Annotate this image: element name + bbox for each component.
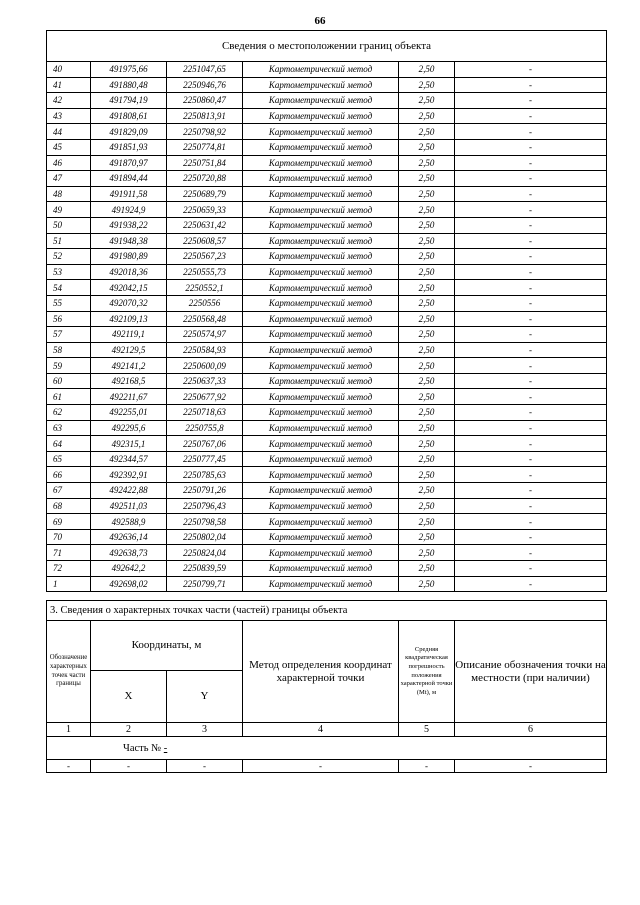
table-row (47, 139, 607, 155)
table-row (47, 420, 607, 436)
table-row (47, 529, 607, 545)
accuracy-cell: 2,50 (399, 311, 455, 327)
point-number: 62 (47, 405, 91, 421)
coord-x: 492042,15 (91, 280, 167, 296)
coord-y: 2250677,92 (167, 389, 243, 405)
point-number: 66 (47, 467, 91, 483)
table-row (47, 186, 607, 202)
coord-y: 2250839,59 (167, 561, 243, 577)
method-cell: Картометрический метод (243, 186, 399, 202)
coord-y: 2250552,1 (167, 280, 243, 296)
table-row (47, 373, 607, 389)
point-number: 67 (47, 483, 91, 499)
method-cell: Картометрический метод (243, 514, 399, 530)
table-row (47, 108, 607, 124)
method-cell: Картометрический метод (243, 498, 399, 514)
point-number: 63 (47, 420, 91, 436)
table-row (47, 217, 607, 233)
header-row-1 (47, 621, 607, 671)
table-row (47, 249, 607, 265)
method-cell: Картометрический метод (243, 327, 399, 343)
description-cell: - (455, 311, 607, 327)
table-row (47, 483, 607, 499)
column-number: 2 (91, 723, 167, 737)
point-number: 49 (47, 202, 91, 218)
accuracy-cell: 2,50 (399, 373, 455, 389)
accuracy-cell: 2,50 (399, 139, 455, 155)
empty-cell: - (167, 760, 243, 773)
description-cell: - (455, 483, 607, 499)
description-cell: - (455, 93, 607, 109)
coord-x: 492588,9 (91, 514, 167, 530)
method-cell: Картометрический метод (243, 373, 399, 389)
accuracy-cell: 2,50 (399, 264, 455, 280)
description-cell: - (455, 420, 607, 436)
table-row (47, 77, 607, 93)
description-cell: - (455, 373, 607, 389)
accuracy-cell: 2,50 (399, 405, 455, 421)
coord-x: 492119,1 (91, 327, 167, 343)
coord-x: 491870,97 (91, 155, 167, 171)
coord-y: 2250798,58 (167, 514, 243, 530)
coord-x: 492642,2 (91, 561, 167, 577)
method-cell: Картометрический метод (243, 311, 399, 327)
accuracy-cell: 2,50 (399, 171, 455, 187)
coord-y: 2250720,88 (167, 171, 243, 187)
part-row (47, 737, 607, 760)
coord-y: 2250584,93 (167, 342, 243, 358)
coord-y: 2250718,63 (167, 405, 243, 421)
point-number: 55 (47, 295, 91, 311)
coord-y: 2250813,91 (167, 108, 243, 124)
description-cell: - (455, 233, 607, 249)
header-coords: Координаты, м (91, 621, 243, 671)
accuracy-cell: 2,50 (399, 93, 455, 109)
coord-y: 2250767,06 (167, 436, 243, 452)
description-cell: - (455, 280, 607, 296)
description-cell: - (455, 498, 607, 514)
point-number: 72 (47, 561, 91, 577)
description-cell: - (455, 389, 607, 405)
accuracy-cell: 2,50 (399, 217, 455, 233)
table-row (47, 93, 607, 109)
boundary-points-table (46, 30, 607, 592)
point-number: 68 (47, 498, 91, 514)
table-row (47, 451, 607, 467)
accuracy-cell: 2,50 (399, 327, 455, 343)
empty-cell: - (91, 760, 167, 773)
coord-y: 2250796,43 (167, 498, 243, 514)
coord-x: 492636,14 (91, 529, 167, 545)
coord-x: 491808,61 (91, 108, 167, 124)
method-cell: Картометрический метод (243, 405, 399, 421)
accuracy-cell: 2,50 (399, 451, 455, 467)
method-cell: Картометрический метод (243, 202, 399, 218)
method-cell: Картометрический метод (243, 217, 399, 233)
method-cell: Картометрический метод (243, 62, 399, 78)
method-cell: Картометрический метод (243, 451, 399, 467)
coord-x: 492315,1 (91, 436, 167, 452)
description-cell: - (455, 139, 607, 155)
coord-x: 492511,03 (91, 498, 167, 514)
coord-y: 2251047,65 (167, 62, 243, 78)
coord-x: 492638,73 (91, 545, 167, 561)
coord-x: 491924,9 (91, 202, 167, 218)
point-number: 50 (47, 217, 91, 233)
accuracy-cell: 2,50 (399, 280, 455, 296)
point-number: 69 (47, 514, 91, 530)
coord-y: 2250755,8 (167, 420, 243, 436)
method-cell: Картометрический метод (243, 77, 399, 93)
table-row (47, 202, 607, 218)
accuracy-cell: 2,50 (399, 342, 455, 358)
point-number: 61 (47, 389, 91, 405)
accuracy-cell: 2,50 (399, 124, 455, 140)
method-cell: Картометрический метод (243, 420, 399, 436)
empty-cell: - (243, 760, 399, 773)
point-number: 41 (47, 77, 91, 93)
accuracy-cell: 2,50 (399, 467, 455, 483)
coord-x: 492422,88 (91, 483, 167, 499)
description-cell: - (455, 467, 607, 483)
coord-y: 2250799,71 (167, 576, 243, 592)
coord-y: 2250791,26 (167, 483, 243, 499)
method-cell: Картометрический метод (243, 280, 399, 296)
description-cell: - (455, 77, 607, 93)
coord-y: 2250574,97 (167, 327, 243, 343)
page-number: 66 (314, 15, 326, 27)
description-cell: - (455, 186, 607, 202)
description-cell: - (455, 545, 607, 561)
point-number: 53 (47, 264, 91, 280)
table-row (47, 467, 607, 483)
point-number: 51 (47, 233, 91, 249)
coord-y: 2250600,09 (167, 358, 243, 374)
description-cell: - (455, 62, 607, 78)
column-number: 1 (47, 723, 91, 737)
method-cell: Картометрический метод (243, 342, 399, 358)
table-row (47, 327, 607, 343)
coord-y: 2250568,48 (167, 311, 243, 327)
method-cell: Картометрический метод (243, 561, 399, 577)
accuracy-cell: 2,50 (399, 389, 455, 405)
coord-y: 2250608,57 (167, 233, 243, 249)
method-cell: Картометрический метод (243, 436, 399, 452)
coord-x: 492255,01 (91, 405, 167, 421)
column-number: 3 (167, 723, 243, 737)
point-number: 60 (47, 373, 91, 389)
method-cell: Картометрический метод (243, 483, 399, 499)
accuracy-cell: 2,50 (399, 561, 455, 577)
coord-x: 492344,57 (91, 451, 167, 467)
column-number: 5 (399, 723, 455, 737)
coord-x: 491880,48 (91, 77, 167, 93)
method-cell: Картометрический метод (243, 264, 399, 280)
method-cell: Картометрический метод (243, 93, 399, 109)
coord-x: 491975,66 (91, 62, 167, 78)
point-number: 57 (47, 327, 91, 343)
table-row (47, 124, 607, 140)
coord-y: 2250556 (167, 295, 243, 311)
coord-y: 2250659,33 (167, 202, 243, 218)
accuracy-cell: 2,50 (399, 420, 455, 436)
part-points-table (46, 600, 607, 773)
coord-y: 2250751,84 (167, 155, 243, 171)
point-number: 52 (47, 249, 91, 265)
coord-y: 2250555,73 (167, 264, 243, 280)
table-row (47, 295, 607, 311)
accuracy-cell: 2,50 (399, 529, 455, 545)
accuracy-cell: 2,50 (399, 233, 455, 249)
point-number: 65 (47, 451, 91, 467)
table-row (47, 576, 607, 592)
coord-x: 492070,32 (91, 295, 167, 311)
part-value: - (163, 742, 168, 754)
table-row (47, 358, 607, 374)
description-cell: - (455, 436, 607, 452)
description-cell: - (455, 124, 607, 140)
description-cell: - (455, 155, 607, 171)
point-number: 48 (47, 186, 91, 202)
coord-x: 492129,5 (91, 342, 167, 358)
table-row (47, 514, 607, 530)
table-row (47, 436, 607, 452)
method-cell: Картометрический метод (243, 233, 399, 249)
point-number: 59 (47, 358, 91, 374)
table-row (47, 545, 607, 561)
coord-y: 2250637,33 (167, 373, 243, 389)
table-row (47, 342, 607, 358)
coord-x: 491894,44 (91, 171, 167, 187)
coord-x: 491829,09 (91, 124, 167, 140)
accuracy-cell: 2,50 (399, 62, 455, 78)
point-number: 40 (47, 62, 91, 78)
coord-y: 2250785,63 (167, 467, 243, 483)
coord-x: 492392,91 (91, 467, 167, 483)
section3-title: 3. Сведения о характерных точках части (частей) границы объекта (47, 601, 607, 621)
method-cell: Картометрический метод (243, 358, 399, 374)
accuracy-cell: 2,50 (399, 436, 455, 452)
description-cell: - (455, 358, 607, 374)
header-method: Метод определения координат характерной точки (243, 621, 399, 723)
header-y: Y (167, 671, 243, 723)
accuracy-cell: 2,50 (399, 545, 455, 561)
accuracy-cell: 2,50 (399, 249, 455, 265)
part-label: Часть № (123, 742, 162, 754)
point-number: 70 (47, 529, 91, 545)
point-number: 1 (47, 576, 91, 592)
coord-x: 492109,13 (91, 311, 167, 327)
method-cell: Картометрический метод (243, 545, 399, 561)
description-cell: - (455, 202, 607, 218)
point-number: 42 (47, 93, 91, 109)
empty-cell: - (399, 760, 455, 773)
coord-x: 492698,02 (91, 576, 167, 592)
section-title: Сведения о местоположении границ объекта (47, 31, 607, 62)
table-row (47, 498, 607, 514)
column-number: 6 (455, 723, 607, 737)
coord-x: 492168,5 (91, 373, 167, 389)
accuracy-cell: 2,50 (399, 202, 455, 218)
description-cell: - (455, 405, 607, 421)
table-row (47, 264, 607, 280)
accuracy-cell: 2,50 (399, 155, 455, 171)
point-number: 45 (47, 139, 91, 155)
description-cell: - (455, 342, 607, 358)
point-number: 44 (47, 124, 91, 140)
method-cell: Картометрический метод (243, 576, 399, 592)
method-cell: Картометрический метод (243, 467, 399, 483)
coord-y: 2250689,79 (167, 186, 243, 202)
empty-row (47, 760, 607, 773)
coord-x: 491911,58 (91, 186, 167, 202)
header-description: Описание обозначения точки на местности (при наличии) (455, 621, 607, 723)
description-cell: - (455, 327, 607, 343)
header-x: X (91, 671, 167, 723)
header-accuracy: Средняя квадратическая погрешность положения характерной точки (Mt), м (399, 621, 455, 723)
coord-x: 491980,89 (91, 249, 167, 265)
point-number: 47 (47, 171, 91, 187)
coord-x: 491938,22 (91, 217, 167, 233)
point-number: 46 (47, 155, 91, 171)
coord-y: 2250774,81 (167, 139, 243, 155)
coord-y: 2250824,04 (167, 545, 243, 561)
method-cell: Картометрический метод (243, 124, 399, 140)
description-cell: - (455, 561, 607, 577)
method-cell: Картометрический метод (243, 529, 399, 545)
section-title-row (47, 31, 607, 62)
column-number: 4 (243, 723, 399, 737)
coord-x: 492018,36 (91, 264, 167, 280)
accuracy-cell: 2,50 (399, 483, 455, 499)
accuracy-cell: 2,50 (399, 186, 455, 202)
table-row (47, 311, 607, 327)
description-cell: - (455, 264, 607, 280)
accuracy-cell: 2,50 (399, 295, 455, 311)
table-row (47, 62, 607, 78)
table-row (47, 405, 607, 421)
section3-title-row (47, 601, 607, 621)
description-cell: - (455, 171, 607, 187)
method-cell: Картометрический метод (243, 249, 399, 265)
coord-y: 2250567,23 (167, 249, 243, 265)
method-cell: Картометрический метод (243, 139, 399, 155)
description-cell: - (455, 451, 607, 467)
coord-y: 2250631,42 (167, 217, 243, 233)
point-number: 56 (47, 311, 91, 327)
table-row (47, 561, 607, 577)
accuracy-cell: 2,50 (399, 108, 455, 124)
method-cell: Картометрический метод (243, 295, 399, 311)
coord-y: 2250860,47 (167, 93, 243, 109)
point-number: 54 (47, 280, 91, 296)
coord-y: 2250802,04 (167, 529, 243, 545)
coord-x: 491794,19 (91, 93, 167, 109)
coord-x: 492295,6 (91, 420, 167, 436)
accuracy-cell: 2,50 (399, 576, 455, 592)
description-cell: - (455, 249, 607, 265)
point-number: 64 (47, 436, 91, 452)
coord-x: 492141,2 (91, 358, 167, 374)
accuracy-cell: 2,50 (399, 514, 455, 530)
accuracy-cell: 2,50 (399, 498, 455, 514)
table-row (47, 171, 607, 187)
description-cell: - (455, 295, 607, 311)
description-cell: - (455, 217, 607, 233)
accuracy-cell: 2,50 (399, 77, 455, 93)
point-number: 58 (47, 342, 91, 358)
coord-x: 491851,93 (91, 139, 167, 155)
column-numbers-row (47, 723, 607, 737)
method-cell: Картометрический метод (243, 108, 399, 124)
table-row (47, 155, 607, 171)
coord-y: 2250798,92 (167, 124, 243, 140)
point-number: 71 (47, 545, 91, 561)
table-row (47, 280, 607, 296)
point-number: 43 (47, 108, 91, 124)
description-cell: - (455, 529, 607, 545)
part-label-cell (47, 737, 607, 760)
coord-x: 491948,38 (91, 233, 167, 249)
table-row (47, 389, 607, 405)
description-cell: - (455, 514, 607, 530)
description-cell: - (455, 576, 607, 592)
coord-y: 2250946,76 (167, 77, 243, 93)
method-cell: Картометрический метод (243, 389, 399, 405)
accuracy-cell: 2,50 (399, 358, 455, 374)
coord-y: 2250777,45 (167, 451, 243, 467)
table-row (47, 233, 607, 249)
description-cell: - (455, 108, 607, 124)
header-point-label: Обозначение характерных точек части границы (47, 621, 91, 723)
method-cell: Картометрический метод (243, 171, 399, 187)
empty-cell: - (47, 760, 91, 773)
coord-x: 492211,67 (91, 389, 167, 405)
method-cell: Картометрический метод (243, 155, 399, 171)
empty-cell: - (455, 760, 607, 773)
